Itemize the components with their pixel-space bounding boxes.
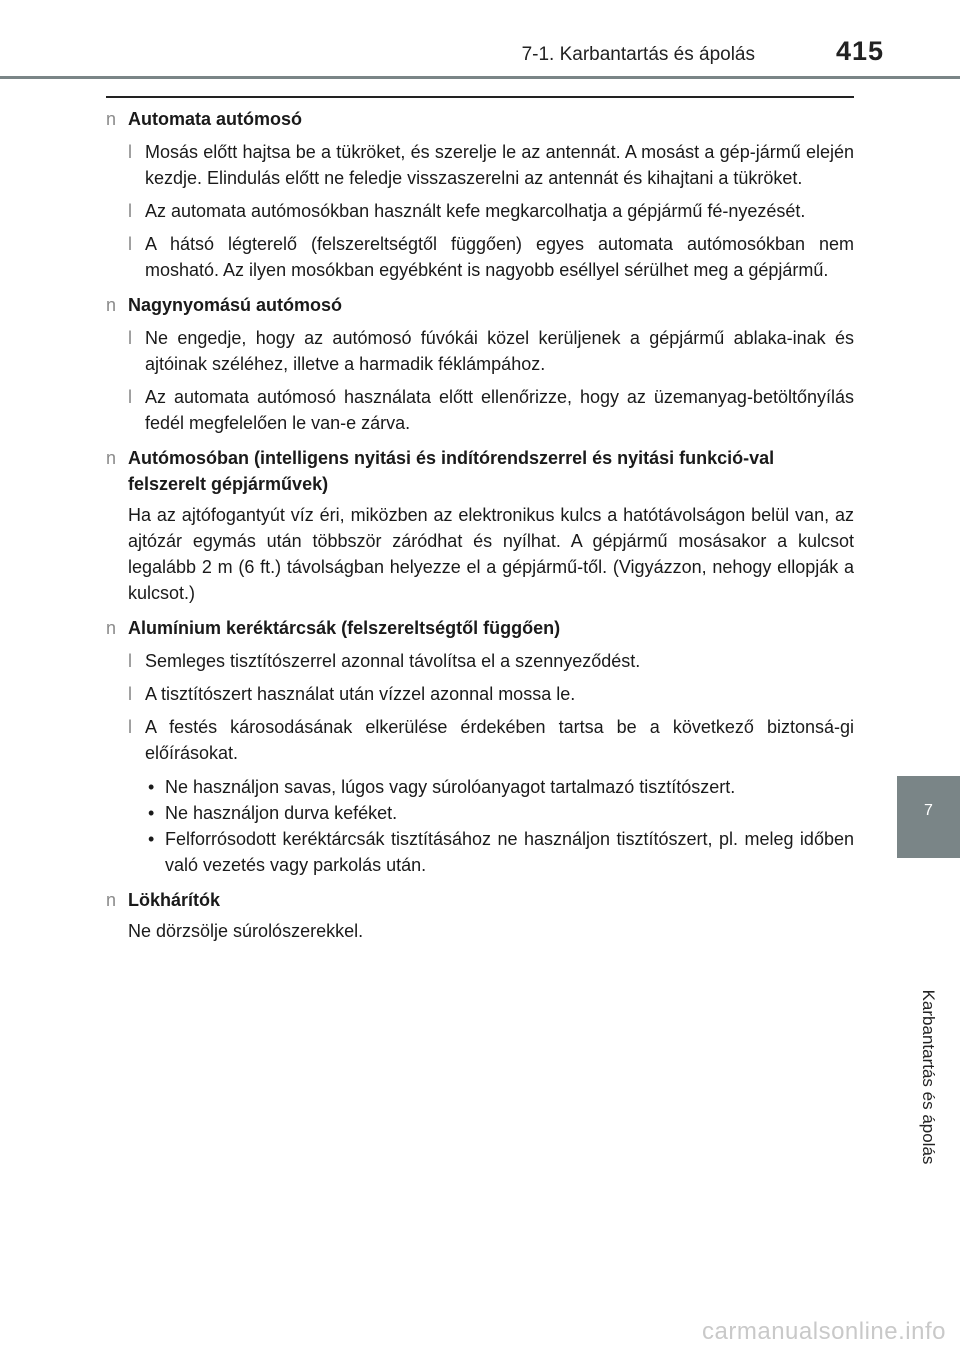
- section-title: Autómosóban (intelligens nyitási és indítórendszerrel és nyitási funkció-val felszerelt gépjárművek): [128, 448, 775, 494]
- section-bullet-icon: n: [106, 109, 117, 129]
- list-item: [128, 714, 854, 766]
- list-item-text: A festés károsodásának elkerülése érdekében tartsa be a következő biztonsá-gi előírásokat.: [145, 717, 854, 763]
- list-item: [128, 681, 854, 707]
- section-heading: [106, 445, 854, 497]
- bullet-list: [145, 774, 854, 878]
- watermark: carmanualsonline.info: [702, 1318, 946, 1345]
- list-item: [128, 198, 854, 224]
- section-heading: [106, 106, 854, 132]
- section-title: Automata autómosó: [128, 109, 303, 129]
- bullet-text: Ne használjon durva keféket.: [165, 803, 398, 823]
- page-number: 415: [835, 36, 884, 66]
- bullet-dot-icon: •: [148, 803, 155, 823]
- section-smart-entry-car-wash: [106, 445, 854, 606]
- section-heading: [106, 887, 854, 913]
- bullet-item: [145, 826, 854, 878]
- item-bullet-icon: l: [128, 142, 132, 162]
- section-bullet-icon: n: [106, 295, 117, 315]
- list-item: [128, 231, 854, 283]
- section-paragraph: Ne dörzsölje súrolószerekkel.: [128, 921, 364, 941]
- section-heading: [106, 615, 854, 641]
- bullet-dot-icon: •: [148, 829, 155, 849]
- bullet-item: [145, 800, 854, 826]
- item-bullet-icon: l: [128, 684, 132, 704]
- header-title: 7-1. Karbantartás és ápolás: [521, 44, 755, 65]
- list-item-text: A tisztítószert használat után vízzel azonnal mossa le.: [145, 684, 576, 704]
- list-item-text: Mosás előtt hajtsa be a tükröket, és szerelje le az antennát. A mosást a gép-jármű elején kezdje. Elindulás előtt ne feledje visszaszerelni az antennát és kihajtani a tükröket.: [145, 142, 854, 188]
- list-item: [128, 648, 854, 674]
- chapter-tab: [897, 776, 960, 858]
- list-item-text: A hátsó légterelő (felszereltségtől függően) egyes automata autómosókban nem mosható. Az ilyen mosókban egyébként is nagyobb eséllyel sérülhet meg a gépjármű.: [145, 234, 854, 280]
- chapter-number: 7: [924, 802, 933, 819]
- item-bullet-icon: l: [128, 328, 132, 348]
- section-title: Alumínium keréktárcsák (felszereltségtől függően): [128, 618, 561, 638]
- item-bullet-icon: l: [128, 651, 132, 671]
- list-item: [128, 139, 854, 191]
- section-bullet-icon: n: [106, 618, 117, 638]
- item-bullet-icon: l: [128, 717, 132, 737]
- section-heading: [106, 292, 854, 318]
- header-divider: [0, 76, 960, 79]
- list-item: [128, 325, 854, 377]
- list-item-text: Az automata autómosókban használt kefe megkarcolhatja a gépjármű fé-nyezését.: [145, 201, 806, 221]
- section-bumpers: [106, 887, 854, 944]
- bullet-text: Felforrósodott keréktárcsák tisztításához ne használjon tisztítószert, pl. meleg időben való vezetés vagy parkolás után.: [165, 829, 854, 875]
- list-item-text: Az automata autómosó használata előtt ellenőrizze, hogy az üzemanyag-betöltőnyílás fedél megfelelően le van-e zárva.: [145, 387, 854, 433]
- bullet-item: [145, 774, 854, 800]
- item-bullet-icon: l: [128, 234, 132, 254]
- document-body: [106, 106, 854, 953]
- list-item: [128, 384, 854, 436]
- section-title: Lökhárítók: [128, 890, 221, 910]
- section-bullet-icon: n: [106, 890, 117, 910]
- section-high-pressure-car-wash: [106, 292, 854, 436]
- section-paragraph: Ha az ajtófogantyút víz éri, miközben az elektronikus kulcs a hatótávolságon belül van, az ajtózár egymás után többször záródhat és nyílhat. A gépjármű mosásakor a kulcsot legalább 2 m (6 ft.) távolságban helyezze el a gépjármű-től. (Vigyázzon, nehogy ellopják a kulcsot.): [128, 505, 854, 603]
- item-bullet-icon: l: [128, 387, 132, 407]
- list-item-text: Ne engedje, hogy az autómosó fúvókái közel kerüljenek a gépjármű ablaka-inak és ajtóinak széléhez, illetve a harmadik féklámpához.: [145, 328, 854, 374]
- item-bullet-icon: l: [128, 201, 132, 221]
- bullet-dot-icon: •: [148, 777, 155, 797]
- page-header: [0, 0, 960, 80]
- content-divider: [106, 96, 854, 98]
- bullet-text: Ne használjon savas, lúgos vagy súrolóanyagot tartalmazó tisztítószert.: [165, 777, 736, 797]
- list-item-text: Semleges tisztítószerrel azonnal távolítsa el a szennyeződést.: [145, 651, 641, 671]
- section-aluminum-wheels: [106, 615, 854, 878]
- section-bullet-icon: n: [106, 448, 117, 468]
- section-automatic-car-wash: [106, 106, 854, 283]
- section-title: Nagynyomású autómosó: [128, 295, 343, 315]
- chapter-side-label: Karbantartás és ápolás: [919, 989, 938, 1165]
